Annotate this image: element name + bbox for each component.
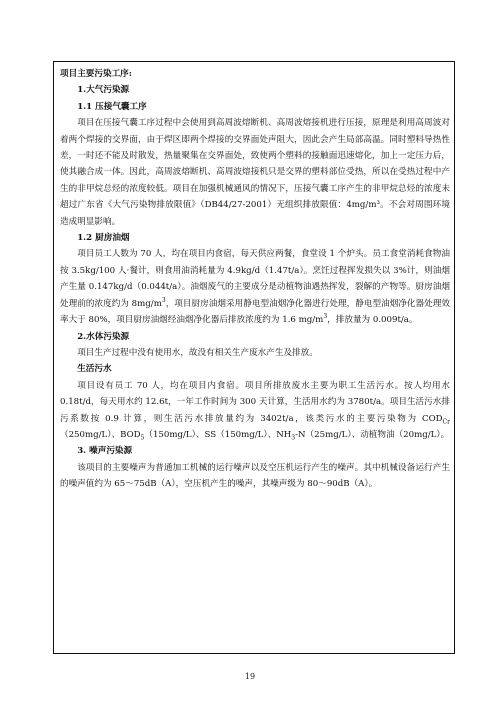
paragraph-domestic-sewage xyxy=(60,378,450,444)
cod-subscript: Cr xyxy=(442,418,450,426)
unit-superscript: 3 xyxy=(161,296,166,304)
bod-subscript: 5 xyxy=(140,434,145,442)
page-number: 19 xyxy=(244,672,256,681)
section-title: 项目主要污染工序: xyxy=(60,69,132,79)
heading-noise-pollution: 3. 噪声污染源 xyxy=(77,446,133,457)
kitchen-fumes-text-a: 项目员工人数为 70 人，均在项目内食宿，每天供应两餐，食堂设 1 个炉头。员工食堂消耗食物油按 3.5kg/100 人·餐计，则食用油消耗量为 4.9kg/d（1.47t/a）。烹饪过程挥发损失以 3%计，则油烟产生量 0.147kg/d（0.044t/a）。油烟废气的主要成分是动植物油遇热挥发，裂解的产物等。厨房油烟处理前的浓度约为 8mg/m xyxy=(60,249,450,309)
sewage-text-d: -N（25mg/L）、动植物油（20mg/L）。 xyxy=(295,429,450,440)
heading-air-pollution: 1.大气污染源 xyxy=(77,85,130,96)
sewage-text-c: （150mg/L）、SS（150mg/L）、NH xyxy=(144,429,292,440)
paragraph-water-pollution: 项目生产过程中没有使用水，故没有相关生产废水产生及排放。 xyxy=(77,347,318,358)
paragraph-kitchen-fumes xyxy=(60,246,450,328)
heading-domestic-sewage: 生活污水 xyxy=(77,364,112,375)
paragraph-noise-pollution: 该项目的主要噪声为普通加工机械的运行噪声以及空压机运行产生的噪声。其中机械设备运行产生的噪声值约为 65～75dB（A），空压机产生的噪声，其噪声级为 80～90dB（A）。 xyxy=(60,462,450,490)
nh3-subscript: 3 xyxy=(291,434,296,442)
unit-superscript-2: 3 xyxy=(323,313,328,321)
document-body xyxy=(60,66,450,493)
kitchen-fumes-text-b: ，项目厨房油烟采用静电型油烟净化器进行处理，静电型油烟净化器处理效率大于 80%，项目厨房油烟经油烟净化器后排放浓度约为 1.6 mg/m xyxy=(60,298,450,326)
paragraph-airbag-crimping: 项目在压接气囊工序过程中会使用到高周波熔断机、高周波熔接机进行压接，原理是利用高周波对着两个焊接的交界面，由于焊区即两个焊接的交界面处声阻大，因此会产生局部高温。同时塑料导热性差，一时还不能及时散发，热量聚集在交界面处，致使两个塑料的接触面迅速熔化，加上一定压力后，使其融合成一体。因此，高周波熔断机、高周波熔接机只是交界的塑料部位受热，所以在受热过程中产生的非甲烷总烃的浓度较低。项目在加强机械通风的情况下，压接气囊工序产生的非甲烷总烃的浓度未超过广东省《大气污染物排放限值》（DB44/27-2001）无组织排放限值：4mg/m³。不会对周围环境造成明显影响。 xyxy=(60,118,450,227)
kitchen-fumes-text-c: ，排放量为 0.009t/a。 xyxy=(327,315,418,326)
heading-water-pollution: 2.水体污染源 xyxy=(77,331,130,342)
content-frame xyxy=(53,61,455,654)
heading-kitchen-fumes: 1.2 厨房油烟 xyxy=(77,233,130,244)
sewage-text-a: 项目设有员工 70 人，均在项目内食宿。项目所排放废水主要为职工生活污水。按人均用水 0.18t/d，每天用水约 12.6t，一年工作时间为 300 天计算，生活用水约为 3780t/a。项目生活污水排污系数按 0.9 计算，则生活污水排放量约为 3402t/a，该类污水的主要污染物为 COD xyxy=(60,380,450,424)
sewage-text-b: （250mg/L）、BOD xyxy=(60,429,141,440)
heading-airbag-crimping: 1.1 压接气囊工序 xyxy=(77,101,147,112)
